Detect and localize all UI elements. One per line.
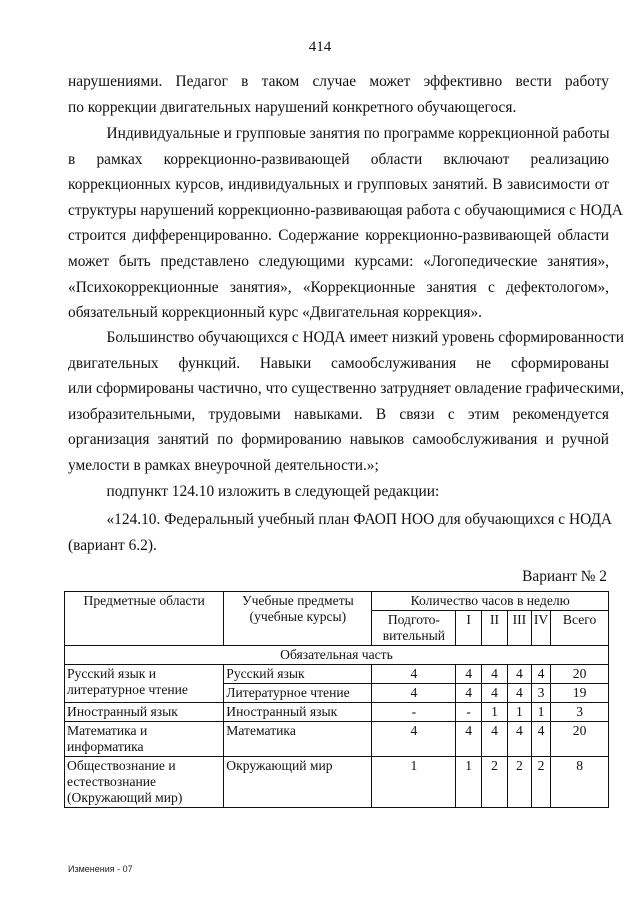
cell-prep: 1	[372, 757, 456, 808]
cell-grade-4: 4	[531, 665, 550, 684]
text-line: двигательных функций. Навыки самообслуживания не сформированы	[68, 354, 609, 372]
text-line: строится дифференцированно. Содержание коррекционно-развивающей области	[68, 227, 609, 245]
text-line: Большинство обучающихся с НОДА имеет низкий уровень сформированности	[68, 329, 625, 346]
variant-label: Вариант № 2	[522, 568, 607, 585]
cell-total: 8	[551, 757, 609, 808]
cell-grade-2: 4	[482, 665, 508, 684]
cell-subject: Русский язык	[224, 665, 372, 684]
cell-prep: 4	[372, 684, 456, 703]
header-subjects: Учебные предметы (учебные курсы)	[224, 592, 372, 646]
cell-prep: 4	[372, 722, 456, 757]
text-line: «124.10. Федеральный учебный план ФАОП НОО для обучающихся с НОДА	[68, 511, 613, 528]
table-row	[65, 722, 609, 757]
cell-grade-1: 4	[456, 665, 482, 684]
text-line: в рамках коррекционно-развивающей области включают реализацию	[68, 150, 609, 168]
cell-grade-4: 2	[531, 757, 550, 808]
text-line: (вариант 6.2).	[68, 536, 157, 554]
cell-prep: -	[372, 703, 456, 722]
table-row	[65, 665, 609, 684]
table-row	[65, 703, 609, 722]
cell-grade-1: 4	[456, 722, 482, 757]
cell-grade-1: 1	[456, 757, 482, 808]
cell-area: Иностранный язык	[65, 703, 224, 722]
cell-total: 20	[551, 722, 609, 757]
cell-grade-2: 2	[482, 757, 508, 808]
cell-area: Математика и информатика	[65, 722, 224, 757]
section-row	[65, 646, 609, 665]
cell-subject: Окружающий мир	[224, 757, 372, 808]
section-mandatory: Обязательная часть	[65, 646, 609, 665]
footer-note: Изменения - 07	[68, 864, 133, 874]
curriculum-table	[64, 591, 609, 808]
text-line: подпункт 124.10 изложить в следующей редакции:	[68, 483, 440, 500]
text-line: структуры нарушений коррекционно-развивающая работа с обучающимися с НОДА	[68, 201, 623, 219]
cell-grade-3: 4	[507, 722, 531, 757]
paragraph-continuation	[68, 69, 609, 120]
cell-grade-3: 4	[507, 684, 531, 703]
cell-total: 20	[551, 665, 609, 684]
cell-grade-4: 4	[531, 722, 550, 757]
text-line: по коррекции двигательных нарушений конкретного обучающегося.	[68, 98, 517, 116]
cell-grade-1: -	[456, 703, 482, 722]
cell-grade-2: 4	[482, 684, 508, 703]
paragraph-subpoint	[68, 479, 609, 505]
text-line: организация занятий по формированию навыков самообслуживания и ручной	[68, 431, 609, 449]
header-grade-2: II	[482, 611, 508, 646]
header-grade-3: III	[507, 611, 531, 646]
header-grade-4: IV	[531, 611, 550, 646]
header-total: Всего	[551, 611, 609, 646]
header-areas: Предметные области	[65, 592, 224, 646]
cell-grade-3: 4	[507, 665, 531, 684]
text-line: может быть представлено следующими курсами: «Логопедические занятия»,	[68, 252, 609, 270]
cell-grade-4: 1	[531, 703, 550, 722]
paragraph-plan-intro	[68, 507, 613, 558]
header-prep: Подгото-вительный	[372, 611, 456, 646]
cell-subject: Иностранный язык	[224, 703, 372, 722]
text-line: нарушениями. Педагог в таком случае может эффективно вести работу	[68, 73, 609, 90]
table-row	[65, 757, 609, 808]
cell-area: Обществознание и естествознание (Окружающий мир)	[65, 757, 224, 808]
cell-total: 19	[551, 684, 609, 703]
paragraph-correction-courses	[68, 121, 623, 326]
text-line: изобразительными, трудовыми навыками. В связи с этим рекомендуется	[68, 405, 609, 423]
text-line: обязательный коррекционный курс «Двигательная коррекция».	[68, 304, 483, 322]
text-line: умелости в рамках внеурочной деятельности.»;	[68, 456, 379, 474]
cell-prep: 4	[372, 665, 456, 684]
cell-grade-1: 4	[456, 684, 482, 703]
cell-grade-2: 4	[482, 722, 508, 757]
cell-grade-2: 1	[482, 703, 508, 722]
cell-subject: Математика	[224, 722, 372, 757]
cell-grade-4: 3	[531, 684, 550, 703]
table-header-row	[65, 592, 609, 611]
cell-grade-3: 1	[507, 703, 531, 722]
cell-total: 3	[551, 703, 609, 722]
text-line: «Психокоррекционные занятия», «Коррекционные занятия с дефектологом»,	[68, 278, 609, 296]
header-hours: Количество часов в неделю	[372, 592, 609, 611]
cell-area: Русский язык и литературное чтение	[65, 665, 224, 703]
text-line: или сформированы частично, что существенно затрудняет овладение графическими,	[68, 380, 624, 398]
paragraph-motor-skills	[68, 325, 625, 479]
cell-grade-3: 2	[507, 757, 531, 808]
text-line: Индивидуальные и групповые занятия по программе коррекционной работы	[68, 125, 610, 142]
header-grade-1: I	[456, 611, 482, 646]
text-line: коррекционных курсов, индивидуальных и групповых занятий. В зависимости от	[68, 176, 609, 194]
cell-subject: Литературное чтение	[224, 684, 372, 703]
page-number: 414	[308, 39, 332, 55]
